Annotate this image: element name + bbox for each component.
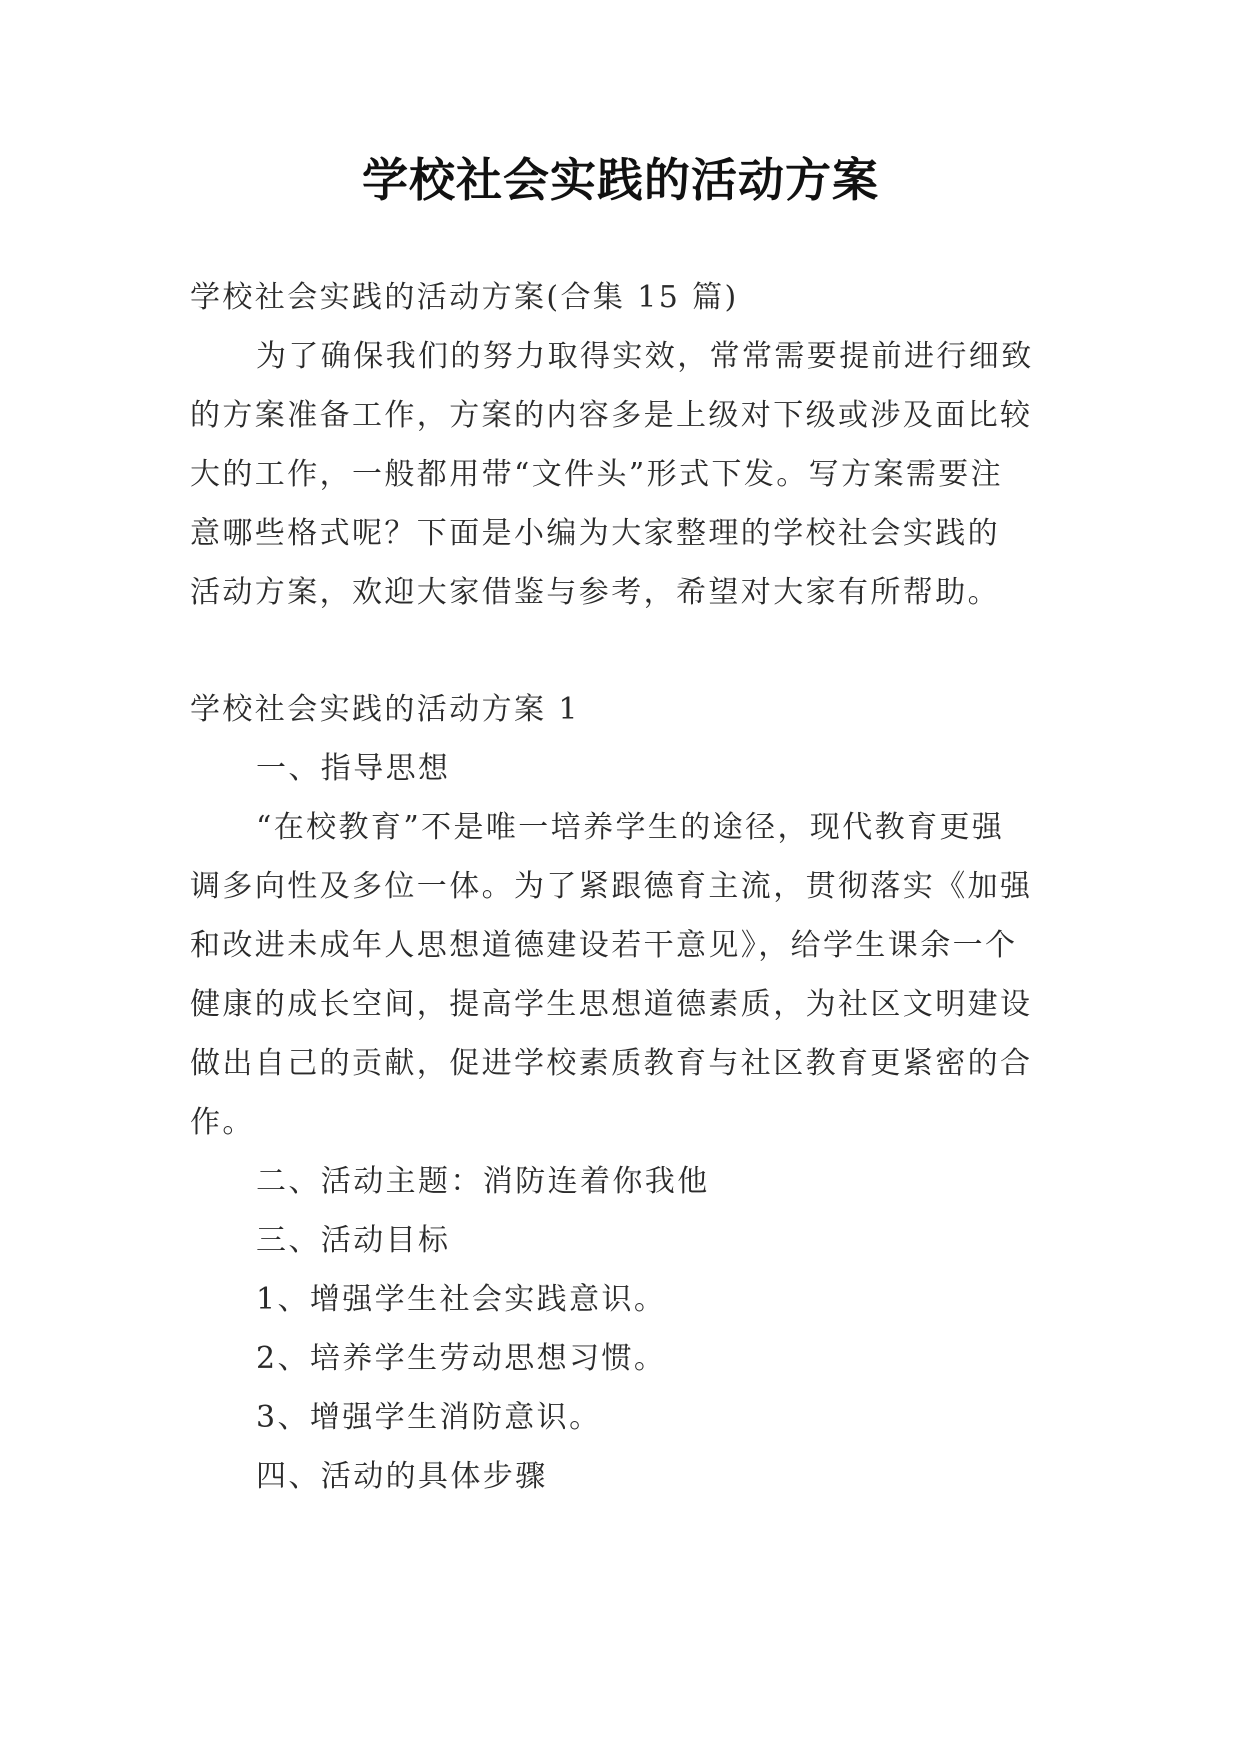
intro-block	[190, 268, 1052, 622]
section-heading: 学校社会实践的活动方案 1	[190, 692, 580, 727]
paragraph-line: 作。	[190, 1105, 255, 1140]
goal-item: 2、培养学生劳动思想习惯。	[256, 1341, 667, 1376]
part-heading: 一、指导思想	[256, 751, 451, 786]
goal-item: 3、增强学生消防意识。	[256, 1400, 602, 1435]
document-subtitle: 学校社会实践的活动方案(合集 15 篇)	[190, 280, 739, 315]
paragraph-line: 做出自己的贡献，促进学校素质教育与社区教育更紧密的合	[190, 1046, 1033, 1081]
paragraph-line: 调多向性及多位一体。为了紧跟德育主流，贯彻落实《加强	[190, 869, 1033, 904]
section-1	[190, 680, 1052, 1506]
part-heading: 二、活动主题：消防连着你我他	[256, 1164, 710, 1199]
intro-line: 的方案准备工作，方案的内容多是上级对下级或涉及面比较	[190, 398, 1033, 433]
intro-line: 意哪些格式呢？下面是小编为大家整理的学校社会实践的	[190, 516, 1000, 551]
part-heading: 四、活动的具体步骤	[256, 1459, 548, 1494]
intro-line: 为了确保我们的努力取得实效，常常需要提前进行细致	[256, 339, 1034, 374]
intro-line: 大的工作，一般都用带“文件头”形式下发。写方案需要注	[190, 457, 1004, 492]
goal-item: 1、增强学生社会实践意识。	[256, 1282, 667, 1317]
part-heading: 三、活动目标	[256, 1223, 451, 1258]
paragraph-line: “在校教育”不是唯一培养学生的途径，现代教育更强	[256, 810, 1005, 845]
paragraph-line: 和改进未成年人思想道德建设若干意见》，给学生课余一个	[190, 928, 1018, 963]
document-title: 学校社会实践的活动方案	[362, 153, 879, 207]
paragraph-line: 健康的成长空间，提高学生思想道德素质，为社区文明建设	[190, 987, 1033, 1022]
intro-line: 活动方案，欢迎大家借鉴与参考，希望对大家有所帮助。	[190, 575, 1000, 610]
